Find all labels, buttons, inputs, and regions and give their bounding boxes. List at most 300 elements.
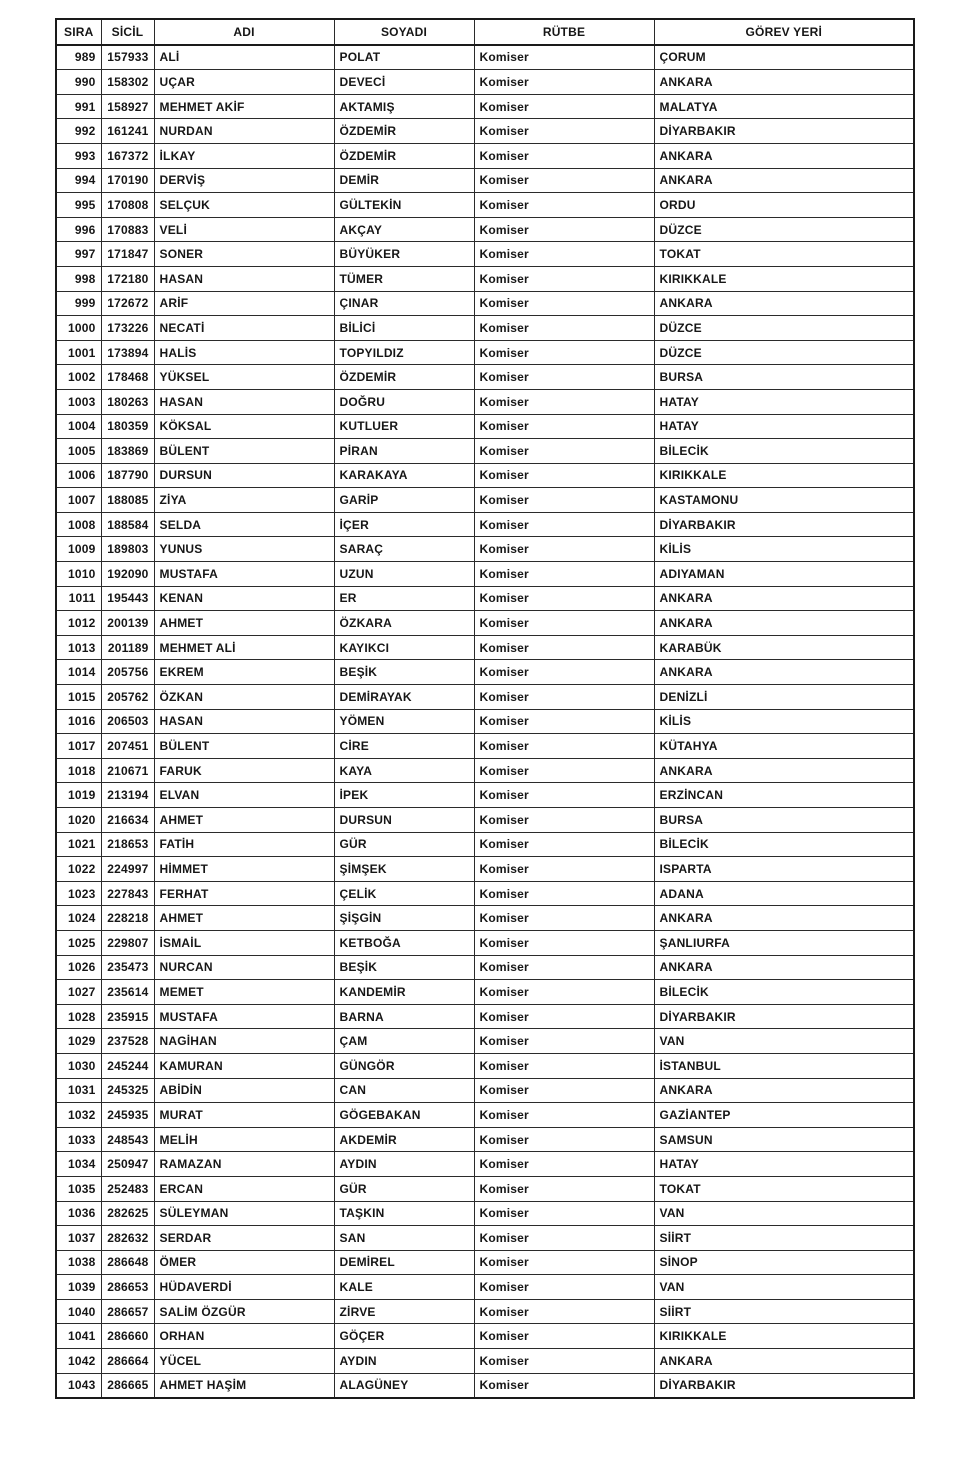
table-cell: DEMİRAYAK (334, 685, 474, 710)
table-cell: ANKARA (654, 143, 914, 168)
table-cell: Komiser (474, 906, 654, 931)
table-cell: 1023 (56, 881, 101, 906)
table-cell: ORDU (654, 193, 914, 218)
table-cell: TAŞKIN (334, 1201, 474, 1226)
table-cell: 229807 (101, 930, 154, 955)
table-cell: KARAKAYA (334, 463, 474, 488)
table-cell: 997 (56, 242, 101, 267)
table-cell: 1017 (56, 734, 101, 759)
table-cell: HASAN (154, 266, 334, 291)
table-cell: NAGİHAN (154, 1029, 334, 1054)
table-cell: Komiser (474, 980, 654, 1005)
table-cell: VAN (654, 1029, 914, 1054)
table-cell: Komiser (474, 758, 654, 783)
table-cell: 172672 (101, 291, 154, 316)
table-cell: DURSUN (154, 463, 334, 488)
table-row (56, 1152, 914, 1177)
table-cell: 195443 (101, 586, 154, 611)
table-cell: Komiser (474, 45, 654, 70)
table-cell: ÖZDEMİR (334, 119, 474, 144)
table-cell: MUSTAFA (154, 562, 334, 587)
table-cell: NURCAN (154, 955, 334, 980)
table-row (56, 881, 914, 906)
table-cell: 228218 (101, 906, 154, 931)
table-cell: Komiser (474, 1103, 654, 1128)
table-cell: Komiser (474, 611, 654, 636)
table-cell: AYDIN (334, 1349, 474, 1374)
column-header: SİCİL (101, 19, 154, 45)
table-cell: İÇER (334, 512, 474, 537)
table-cell: 1033 (56, 1127, 101, 1152)
table-cell: 245325 (101, 1078, 154, 1103)
table-cell: ABİDİN (154, 1078, 334, 1103)
table-row (56, 709, 914, 734)
table-cell: ŞİMŞEK (334, 857, 474, 882)
table-row (56, 980, 914, 1005)
table-row (56, 266, 914, 291)
table-cell: BURSA (654, 808, 914, 833)
table-cell: 170808 (101, 193, 154, 218)
table-cell: SAN (334, 1226, 474, 1251)
table-cell: Komiser (474, 1349, 654, 1374)
table-cell: 172180 (101, 266, 154, 291)
table-cell: AHMET (154, 906, 334, 931)
table-cell: KAYIKCI (334, 635, 474, 660)
table-row (56, 832, 914, 857)
table-cell: RAMAZAN (154, 1152, 334, 1177)
table-cell: Komiser (474, 1053, 654, 1078)
table-row (56, 685, 914, 710)
table-row (56, 1349, 914, 1374)
table-cell: ELVAN (154, 783, 334, 808)
table-cell: YUNUS (154, 537, 334, 562)
table-cell: BÜLENT (154, 734, 334, 759)
table-cell: MEHMET ALİ (154, 635, 334, 660)
table-cell: GÖGEBAKAN (334, 1103, 474, 1128)
table-cell: SİNOP (654, 1250, 914, 1275)
table-cell: Komiser (474, 783, 654, 808)
table-row (56, 439, 914, 464)
table-cell: 205762 (101, 685, 154, 710)
table-cell: KANDEMİR (334, 980, 474, 1005)
table-cell: HASAN (154, 389, 334, 414)
table-cell: 248543 (101, 1127, 154, 1152)
table-cell: Komiser (474, 242, 654, 267)
table-body (56, 45, 914, 1399)
table-cell: 1041 (56, 1324, 101, 1349)
table-cell: 1000 (56, 316, 101, 341)
table-cell: MURAT (154, 1103, 334, 1128)
table-cell: Komiser (474, 709, 654, 734)
table-cell: ANKARA (654, 168, 914, 193)
table-row (56, 70, 914, 95)
table-cell: Komiser (474, 1152, 654, 1177)
table-row (56, 45, 914, 70)
table-cell: 245244 (101, 1053, 154, 1078)
table-row (56, 291, 914, 316)
table-cell: ANKARA (654, 611, 914, 636)
table-cell: 1022 (56, 857, 101, 882)
table-cell: 1005 (56, 439, 101, 464)
table-cell: KIRIKKALE (654, 266, 914, 291)
table-row (56, 94, 914, 119)
table-cell: ÇELİK (334, 881, 474, 906)
table-cell: 999 (56, 291, 101, 316)
table-cell: 157933 (101, 45, 154, 70)
table-cell: AKDEMİR (334, 1127, 474, 1152)
table-cell: ŞANLIURFA (654, 930, 914, 955)
table-cell: İSTANBUL (654, 1053, 914, 1078)
table-row (56, 119, 914, 144)
table-cell: ANKARA (654, 586, 914, 611)
table-cell: Komiser (474, 316, 654, 341)
table-cell: Komiser (474, 365, 654, 390)
table-cell: 282625 (101, 1201, 154, 1226)
table-row (56, 1201, 914, 1226)
table-cell: AHMET HAŞİM (154, 1373, 334, 1398)
table-cell: ER (334, 586, 474, 611)
table-cell: 180263 (101, 389, 154, 414)
column-header: SOYADI (334, 19, 474, 45)
table-cell: 1031 (56, 1078, 101, 1103)
table-cell: DOĞRU (334, 389, 474, 414)
table-cell: 286653 (101, 1275, 154, 1300)
table-cell: 1008 (56, 512, 101, 537)
column-header: RÜTBE (474, 19, 654, 45)
table-cell: ANKARA (654, 1078, 914, 1103)
table-cell: FERHAT (154, 881, 334, 906)
table-cell: ORHAN (154, 1324, 334, 1349)
table-cell: 1018 (56, 758, 101, 783)
table-row (56, 660, 914, 685)
table-cell: DENİZLİ (654, 685, 914, 710)
table-cell: VAN (654, 1201, 914, 1226)
table-cell: Komiser (474, 857, 654, 882)
table-cell: 989 (56, 45, 101, 70)
table-row (56, 512, 914, 537)
table-cell: Komiser (474, 488, 654, 513)
table-cell: KENAN (154, 586, 334, 611)
table-cell: Komiser (474, 439, 654, 464)
table-cell: TOPYILDIZ (334, 340, 474, 365)
table-row (56, 857, 914, 882)
table-cell: 227843 (101, 881, 154, 906)
table-cell: KİLİS (654, 537, 914, 562)
table-cell: 1035 (56, 1176, 101, 1201)
table-cell: VAN (654, 1275, 914, 1300)
table-cell: BÜLENT (154, 439, 334, 464)
table-cell: 1032 (56, 1103, 101, 1128)
table-cell: 250947 (101, 1152, 154, 1177)
table-cell: Komiser (474, 1373, 654, 1398)
table-cell: 178468 (101, 365, 154, 390)
table-cell: GÖÇER (334, 1324, 474, 1349)
table-cell: DİYARBAKIR (654, 1004, 914, 1029)
table-cell: İPEK (334, 783, 474, 808)
table-cell: 192090 (101, 562, 154, 587)
table-cell: AHMET (154, 808, 334, 833)
table-row (56, 488, 914, 513)
table-cell: BEŞİK (334, 955, 474, 980)
table-cell: BİLECİK (654, 439, 914, 464)
table-cell: VELİ (154, 217, 334, 242)
table-cell: Komiser (474, 512, 654, 537)
table-cell: FATİH (154, 832, 334, 857)
table-cell: KÜTAHYA (654, 734, 914, 759)
table-cell: KETBOĞA (334, 930, 474, 955)
table-cell: 1040 (56, 1299, 101, 1324)
table-cell: 252483 (101, 1176, 154, 1201)
table-cell: 991 (56, 94, 101, 119)
table-cell: Komiser (474, 1201, 654, 1226)
table-cell: ÖZKAN (154, 685, 334, 710)
table-cell: AHMET (154, 611, 334, 636)
table-row (56, 586, 914, 611)
table-cell: 286664 (101, 1349, 154, 1374)
table-cell: ANKARA (654, 758, 914, 783)
table-cell: SİİRT (654, 1299, 914, 1324)
table-cell: 187790 (101, 463, 154, 488)
table-cell: Komiser (474, 808, 654, 833)
table-row (56, 242, 914, 267)
table-cell: 993 (56, 143, 101, 168)
table-cell: KALE (334, 1275, 474, 1300)
table-cell: 1036 (56, 1201, 101, 1226)
table-cell: ÇAM (334, 1029, 474, 1054)
table-cell: Komiser (474, 1275, 654, 1300)
table-cell: 161241 (101, 119, 154, 144)
table-cell: 1007 (56, 488, 101, 513)
table-cell: YÖMEN (334, 709, 474, 734)
table-cell: DEMİREL (334, 1250, 474, 1275)
table-cell: 1029 (56, 1029, 101, 1054)
table-cell: Komiser (474, 1029, 654, 1054)
table-cell: BARNA (334, 1004, 474, 1029)
table-cell: 180359 (101, 414, 154, 439)
table-row (56, 340, 914, 365)
table-cell: Komiser (474, 463, 654, 488)
table-cell: KIRIKKALE (654, 463, 914, 488)
table-cell: 286665 (101, 1373, 154, 1398)
table-cell: ALAGÜNEY (334, 1373, 474, 1398)
table-cell: DÜZCE (654, 316, 914, 341)
table-cell: 1026 (56, 955, 101, 980)
table-cell: SARAÇ (334, 537, 474, 562)
table-cell: Komiser (474, 168, 654, 193)
table-cell: 1010 (56, 562, 101, 587)
table-cell: 1001 (56, 340, 101, 365)
table-cell: ADANA (654, 881, 914, 906)
table-cell: 1025 (56, 930, 101, 955)
table-cell: 995 (56, 193, 101, 218)
table-cell: 1006 (56, 463, 101, 488)
table-cell: HATAY (654, 1152, 914, 1177)
table-cell: DEVECİ (334, 70, 474, 95)
table-cell: 1019 (56, 783, 101, 808)
table-cell: 1034 (56, 1152, 101, 1177)
table-cell: ANKARA (654, 1349, 914, 1374)
table-cell: 1037 (56, 1226, 101, 1251)
table-row (56, 1004, 914, 1029)
table-cell: MELİH (154, 1127, 334, 1152)
table-cell: 1012 (56, 611, 101, 636)
table-cell: HİMMET (154, 857, 334, 882)
table-cell: HALİS (154, 340, 334, 365)
table-cell: HATAY (654, 414, 914, 439)
table-cell: Komiser (474, 291, 654, 316)
table-cell: 210671 (101, 758, 154, 783)
table-cell: Komiser (474, 635, 654, 660)
table-cell: Komiser (474, 537, 654, 562)
table-cell: SERDAR (154, 1226, 334, 1251)
table-cell: POLAT (334, 45, 474, 70)
table-cell: 200139 (101, 611, 154, 636)
table-cell: 1024 (56, 906, 101, 931)
table-cell: DÜZCE (654, 217, 914, 242)
table-cell: Komiser (474, 734, 654, 759)
table-cell: 235915 (101, 1004, 154, 1029)
table-cell: Komiser (474, 119, 654, 144)
table-cell: ZİRVE (334, 1299, 474, 1324)
table-row (56, 365, 914, 390)
table-cell: KARABÜK (654, 635, 914, 660)
table-cell: DURSUN (334, 808, 474, 833)
table-row (56, 1029, 914, 1054)
table-cell: 245935 (101, 1103, 154, 1128)
table-cell: 1043 (56, 1373, 101, 1398)
table-cell: NECATİ (154, 316, 334, 341)
table-cell: 183869 (101, 439, 154, 464)
table-cell: Komiser (474, 414, 654, 439)
table-row (56, 1373, 914, 1398)
table-cell: 1009 (56, 537, 101, 562)
table-cell: Komiser (474, 930, 654, 955)
table-cell: SELDA (154, 512, 334, 537)
table-cell: 173894 (101, 340, 154, 365)
table-cell: BİLİCİ (334, 316, 474, 341)
table-row (56, 734, 914, 759)
table-cell: 1013 (56, 635, 101, 660)
table-cell: GÜNGÖR (334, 1053, 474, 1078)
table-cell: DEMİR (334, 168, 474, 193)
table-row (56, 389, 914, 414)
table-cell: KAMURAN (154, 1053, 334, 1078)
table-cell: AYDIN (334, 1152, 474, 1177)
table-cell: GÜR (334, 832, 474, 857)
table-cell: CAN (334, 1078, 474, 1103)
table-row (56, 906, 914, 931)
table-cell: ANKARA (654, 660, 914, 685)
table-cell: Komiser (474, 1299, 654, 1324)
table-cell: SİİRT (654, 1226, 914, 1251)
table-cell: Komiser (474, 660, 654, 685)
table-cell: İSMAİL (154, 930, 334, 955)
table-cell: Komiser (474, 1004, 654, 1029)
table-cell: SONER (154, 242, 334, 267)
table-row (56, 1127, 914, 1152)
table-row (56, 1176, 914, 1201)
table-cell: 206503 (101, 709, 154, 734)
table-row (56, 168, 914, 193)
table-cell: 207451 (101, 734, 154, 759)
table-cell: 996 (56, 217, 101, 242)
table-cell: MEMET (154, 980, 334, 1005)
table-row (56, 955, 914, 980)
table-cell: 170883 (101, 217, 154, 242)
table-cell: 1014 (56, 660, 101, 685)
table-cell: 1004 (56, 414, 101, 439)
table-row (56, 808, 914, 833)
table-cell: ANKARA (654, 906, 914, 931)
table-cell: Komiser (474, 881, 654, 906)
table-cell: 1038 (56, 1250, 101, 1275)
table-row (56, 1250, 914, 1275)
table-row (56, 1103, 914, 1128)
table-cell: KUTLUER (334, 414, 474, 439)
table-cell: SELÇUK (154, 193, 334, 218)
table-cell: CİRE (334, 734, 474, 759)
table-cell: 188584 (101, 512, 154, 537)
table-cell: 201189 (101, 635, 154, 660)
table-cell: ÇINAR (334, 291, 474, 316)
table-cell: Komiser (474, 389, 654, 414)
table-cell: 188085 (101, 488, 154, 513)
table-cell: ANKARA (654, 955, 914, 980)
table-cell: Komiser (474, 94, 654, 119)
table-cell: BİLECİK (654, 980, 914, 1005)
table-cell: 158927 (101, 94, 154, 119)
table-cell: SAMSUN (654, 1127, 914, 1152)
table-cell: KİLİS (654, 709, 914, 734)
table-cell: SÜLEYMAN (154, 1201, 334, 1226)
table-row (56, 1275, 914, 1300)
table-cell: ERCAN (154, 1176, 334, 1201)
table-cell: BÜYÜKER (334, 242, 474, 267)
table-cell: Komiser (474, 266, 654, 291)
table-row (56, 783, 914, 808)
table-cell: 189803 (101, 537, 154, 562)
table-cell: 286657 (101, 1299, 154, 1324)
table-cell: 224997 (101, 857, 154, 882)
table-cell: 1042 (56, 1349, 101, 1374)
table-cell: 994 (56, 168, 101, 193)
table-cell: 1020 (56, 808, 101, 833)
table-cell: 158302 (101, 70, 154, 95)
table-cell: Komiser (474, 832, 654, 857)
table-cell: SALİM ÖZGÜR (154, 1299, 334, 1324)
table-cell: 218653 (101, 832, 154, 857)
table-cell: DİYARBAKIR (654, 1373, 914, 1398)
table-cell: KASTAMONU (654, 488, 914, 513)
table-cell: ŞİŞGİN (334, 906, 474, 931)
table-header-row (56, 19, 914, 45)
table-cell: 992 (56, 119, 101, 144)
table-cell: GARİP (334, 488, 474, 513)
table-cell: ÖZDEMİR (334, 143, 474, 168)
table-cell: Komiser (474, 217, 654, 242)
table-row (56, 537, 914, 562)
table-row (56, 562, 914, 587)
table-cell: FARUK (154, 758, 334, 783)
table-cell: 173226 (101, 316, 154, 341)
table-cell: 1002 (56, 365, 101, 390)
table-cell: 1021 (56, 832, 101, 857)
table-row (56, 193, 914, 218)
table-cell: HÜDAVERDİ (154, 1275, 334, 1300)
table-cell: PİRAN (334, 439, 474, 464)
table-cell: ADIYAMAN (654, 562, 914, 587)
table-cell: ÖZDEMİR (334, 365, 474, 390)
